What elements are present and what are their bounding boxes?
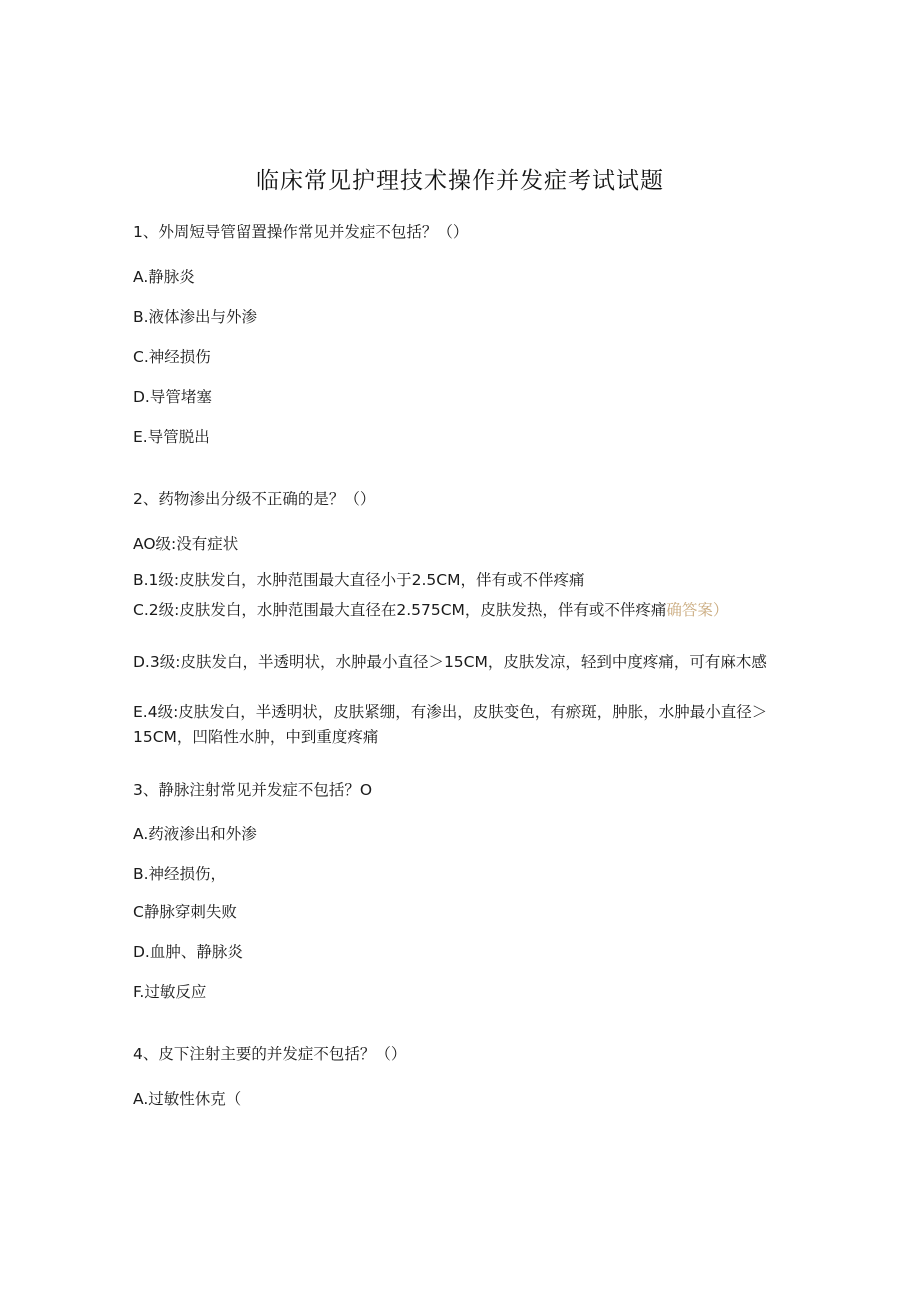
question-2-option-b: B.1级:皮肤发白，水肿范围最大直径小于2.5CM，伴有或不伴疼痛 xyxy=(133,571,585,589)
question-1-option-d: D.导管堵塞 xyxy=(133,388,212,406)
page-title: 临床常见护理技术操作并发症考试试题 xyxy=(256,168,664,194)
question-1-option-a: A.静脉炎 xyxy=(133,268,195,286)
question-3-option-a: A.药液渗出和外渗 xyxy=(133,825,257,843)
question-4-stem: 4、皮下注射主要的并发症不包括？（） xyxy=(133,1045,407,1063)
question-2-option-a: AO级:没有症状 xyxy=(133,535,239,553)
question-3-option-c: C静脉穿刺失败 xyxy=(133,903,237,921)
question-1-option-c: C.神经损伤 xyxy=(133,348,211,366)
question-1-stem: 1、外周短导管留置操作常见并发症不包括？（） xyxy=(133,223,469,241)
question-4-option-a: A.过敏性休克（ xyxy=(133,1090,242,1108)
question-1-option-e: E.导管脱出 xyxy=(133,428,210,446)
question-2-option-c: C.2级:皮肤发白，水肿范围最大直径在2.575CM，皮肤发热，伴有或不伴疼痛 xyxy=(133,601,667,619)
question-3-stem: 3、静脉注射常见并发症不包括？O xyxy=(133,781,373,799)
question-2-option-d: D.3级:皮肤发白，半透明状，水肿最小直径＞15CM，皮肤发凉，轻到中度疼痛，可有麻木感 xyxy=(133,653,767,671)
question-1-option-b: B.液体渗出与外渗 xyxy=(133,308,258,326)
answer-note: 确答案） xyxy=(666,601,729,619)
question-2-stem: 2、药物渗出分级不正确的是？（） xyxy=(133,490,376,508)
question-3-option-b: B.神经损伤， xyxy=(133,865,227,883)
question-3-option-f: F.过敏反应 xyxy=(133,983,207,1001)
question-2-option-e: E.4级:皮肤发白，半透明状，皮肤紧绷，有渗出，皮肤变色，有瘀斑，肿胀，水肿最小直径＞15CM，凹陷性水肿，中到重度疼痛 xyxy=(133,703,768,746)
question-3-option-d: D.血肿、静脉炎 xyxy=(133,943,243,961)
question-2-option-c-block xyxy=(133,598,788,623)
